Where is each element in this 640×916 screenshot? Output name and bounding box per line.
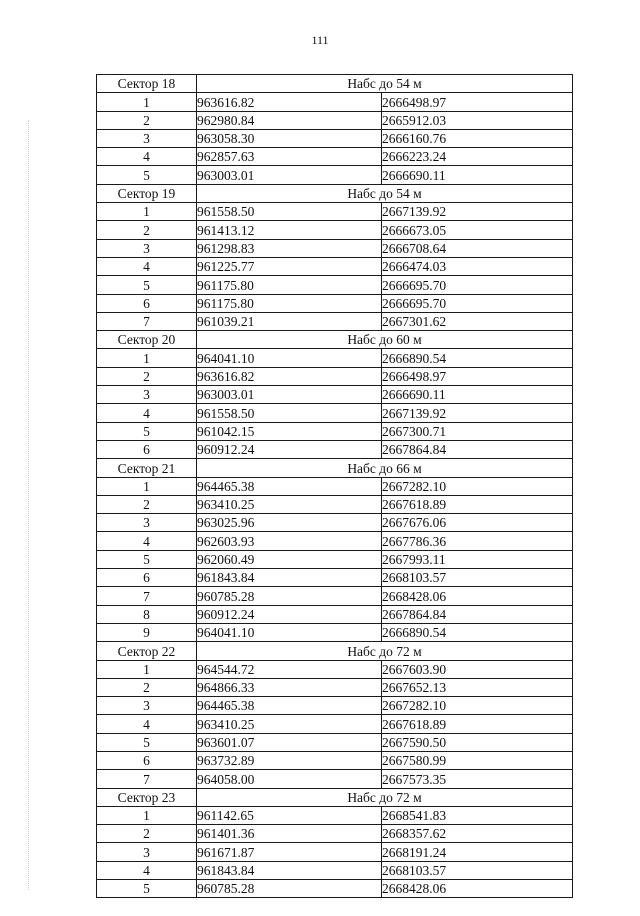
table-row — [97, 569, 573, 587]
point-number-cell: 8 — [97, 605, 197, 623]
sector-header-row — [97, 459, 573, 477]
y-coordinate-cell: 2666690.11 — [382, 386, 573, 404]
table-row — [97, 587, 573, 605]
table-row — [97, 623, 573, 641]
table-row — [97, 532, 573, 550]
sector-height-limit: Набс до 54 м — [197, 75, 573, 93]
x-coordinate-cell: 963616.82 — [197, 93, 382, 111]
y-coordinate-cell: 2666695.70 — [382, 294, 573, 312]
table-row — [97, 605, 573, 623]
y-coordinate-cell: 2667580.99 — [382, 751, 573, 769]
x-coordinate-cell: 962980.84 — [197, 111, 382, 129]
table-row — [97, 148, 573, 166]
x-coordinate-cell: 964041.10 — [197, 623, 382, 641]
point-number-cell: 4 — [97, 532, 197, 550]
x-coordinate-cell: 961039.21 — [197, 312, 382, 330]
table-row — [97, 514, 573, 532]
table-row — [97, 239, 573, 257]
x-coordinate-cell: 964544.72 — [197, 660, 382, 678]
y-coordinate-cell: 2666474.03 — [382, 257, 573, 275]
point-number-cell: 4 — [97, 861, 197, 879]
point-number-cell: 6 — [97, 294, 197, 312]
point-number-cell: 2 — [97, 825, 197, 843]
page-number: 111 — [311, 33, 329, 47]
sector-label: Сектор 22 — [97, 642, 197, 660]
x-coordinate-cell: 961175.80 — [197, 276, 382, 294]
x-coordinate-cell: 960785.28 — [197, 587, 382, 605]
x-coordinate-cell: 963025.96 — [197, 514, 382, 532]
x-coordinate-cell: 964465.38 — [197, 697, 382, 715]
table-row — [97, 678, 573, 696]
point-number-cell: 5 — [97, 880, 197, 898]
y-coordinate-cell: 2666498.97 — [382, 367, 573, 385]
x-coordinate-cell: 960912.24 — [197, 440, 382, 458]
y-coordinate-cell: 2666708.64 — [382, 239, 573, 257]
y-coordinate-cell: 2666223.24 — [382, 148, 573, 166]
table-row — [97, 751, 573, 769]
y-coordinate-cell: 2668428.06 — [382, 587, 573, 605]
x-coordinate-cell: 961843.84 — [197, 569, 382, 587]
sector-height-limit: Набс до 54 м — [197, 184, 573, 202]
point-number-cell: 6 — [97, 569, 197, 587]
x-coordinate-cell: 961225.77 — [197, 257, 382, 275]
table-row — [97, 495, 573, 513]
sector-header-row — [97, 788, 573, 806]
table-row — [97, 422, 573, 440]
table-row — [97, 386, 573, 404]
x-coordinate-cell: 961671.87 — [197, 843, 382, 861]
point-number-cell: 4 — [97, 715, 197, 733]
y-coordinate-cell: 2667864.84 — [382, 440, 573, 458]
y-coordinate-cell: 2667652.13 — [382, 678, 573, 696]
x-coordinate-cell: 961401.36 — [197, 825, 382, 843]
point-number-cell: 3 — [97, 239, 197, 257]
point-number-cell: 3 — [97, 386, 197, 404]
sector-label: Сектор 20 — [97, 331, 197, 349]
point-number-cell: 5 — [97, 733, 197, 751]
table-row — [97, 550, 573, 568]
point-number-cell: 4 — [97, 257, 197, 275]
point-number-cell: 1 — [97, 806, 197, 824]
table-row — [97, 93, 573, 111]
y-coordinate-cell: 2667139.92 — [382, 404, 573, 422]
point-number-cell: 5 — [97, 422, 197, 440]
point-number-cell: 1 — [97, 349, 197, 367]
point-number-cell: 3 — [97, 129, 197, 147]
y-coordinate-cell: 2668191.24 — [382, 843, 573, 861]
x-coordinate-cell: 964058.00 — [197, 770, 382, 788]
table-row — [97, 660, 573, 678]
point-number-cell: 1 — [97, 660, 197, 678]
y-coordinate-cell: 2667300.71 — [382, 422, 573, 440]
y-coordinate-cell: 2667676.06 — [382, 514, 573, 532]
x-coordinate-cell: 963003.01 — [197, 166, 382, 184]
coordinates-table — [96, 74, 573, 898]
point-number-cell: 5 — [97, 276, 197, 294]
table-row — [97, 825, 573, 843]
point-number-cell: 4 — [97, 148, 197, 166]
y-coordinate-cell: 2667282.10 — [382, 697, 573, 715]
x-coordinate-cell: 961558.50 — [197, 203, 382, 221]
y-coordinate-cell: 2667618.89 — [382, 495, 573, 513]
y-coordinate-cell: 2668103.57 — [382, 861, 573, 879]
table-row — [97, 770, 573, 788]
table-row — [97, 880, 573, 898]
point-number-cell: 6 — [97, 440, 197, 458]
table-row — [97, 129, 573, 147]
point-number-cell: 1 — [97, 477, 197, 495]
x-coordinate-cell: 963058.30 — [197, 129, 382, 147]
x-coordinate-cell: 963601.07 — [197, 733, 382, 751]
scan-margin-line — [28, 120, 29, 890]
point-number-cell: 7 — [97, 587, 197, 605]
table-row — [97, 312, 573, 330]
x-coordinate-cell: 964465.38 — [197, 477, 382, 495]
x-coordinate-cell: 963410.25 — [197, 715, 382, 733]
point-number-cell: 5 — [97, 550, 197, 568]
sector-header-row — [97, 184, 573, 202]
sector-label: Сектор 18 — [97, 75, 197, 93]
sector-height-limit: Набс до 60 м — [197, 331, 573, 349]
point-number-cell: 3 — [97, 514, 197, 532]
sector-height-limit: Набс до 72 м — [197, 788, 573, 806]
x-coordinate-cell: 964041.10 — [197, 349, 382, 367]
y-coordinate-cell: 2668541.83 — [382, 806, 573, 824]
y-coordinate-cell: 2666673.05 — [382, 221, 573, 239]
sector-header-row — [97, 642, 573, 660]
point-number-cell: 7 — [97, 312, 197, 330]
point-number-cell: 2 — [97, 221, 197, 239]
table-row — [97, 257, 573, 275]
point-number-cell: 5 — [97, 166, 197, 184]
table-row — [97, 294, 573, 312]
table-row — [97, 861, 573, 879]
x-coordinate-cell: 961175.80 — [197, 294, 382, 312]
point-number-cell: 4 — [97, 404, 197, 422]
point-number-cell: 2 — [97, 111, 197, 129]
x-coordinate-cell: 962060.49 — [197, 550, 382, 568]
table-row — [97, 440, 573, 458]
y-coordinate-cell: 2667282.10 — [382, 477, 573, 495]
table-row — [97, 203, 573, 221]
point-number-cell: 2 — [97, 678, 197, 696]
y-coordinate-cell: 2666890.54 — [382, 349, 573, 367]
y-coordinate-cell: 2668103.57 — [382, 569, 573, 587]
table-row — [97, 349, 573, 367]
table-row — [97, 697, 573, 715]
point-number-cell: 6 — [97, 751, 197, 769]
x-coordinate-cell: 963003.01 — [197, 386, 382, 404]
table-row — [97, 111, 573, 129]
x-coordinate-cell: 962603.93 — [197, 532, 382, 550]
y-coordinate-cell: 2667139.92 — [382, 203, 573, 221]
x-coordinate-cell: 961843.84 — [197, 861, 382, 879]
point-number-cell: 7 — [97, 770, 197, 788]
y-coordinate-cell: 2667301.62 — [382, 312, 573, 330]
table-row — [97, 733, 573, 751]
x-coordinate-cell: 960912.24 — [197, 605, 382, 623]
y-coordinate-cell: 2666695.70 — [382, 276, 573, 294]
y-coordinate-cell: 2667993.11 — [382, 550, 573, 568]
sector-label: Сектор 23 — [97, 788, 197, 806]
x-coordinate-cell: 961558.50 — [197, 404, 382, 422]
point-number-cell: 1 — [97, 93, 197, 111]
x-coordinate-cell: 961298.83 — [197, 239, 382, 257]
point-number-cell: 3 — [97, 843, 197, 861]
sector-height-limit: Набс до 66 м — [197, 459, 573, 477]
x-coordinate-cell: 961142.65 — [197, 806, 382, 824]
table-row — [97, 367, 573, 385]
sector-label: Сектор 19 — [97, 184, 197, 202]
sector-height-limit: Набс до 72 м — [197, 642, 573, 660]
y-coordinate-cell: 2665912.03 — [382, 111, 573, 129]
y-coordinate-cell: 2666498.97 — [382, 93, 573, 111]
y-coordinate-cell: 2667590.50 — [382, 733, 573, 751]
point-number-cell: 2 — [97, 495, 197, 513]
y-coordinate-cell: 2667618.89 — [382, 715, 573, 733]
x-coordinate-cell: 961413.12 — [197, 221, 382, 239]
point-number-cell: 1 — [97, 203, 197, 221]
table-row — [97, 715, 573, 733]
sector-header-row — [97, 75, 573, 93]
point-number-cell: 9 — [97, 623, 197, 641]
table-row — [97, 806, 573, 824]
y-coordinate-cell: 2668357.62 — [382, 825, 573, 843]
y-coordinate-cell: 2667786.36 — [382, 532, 573, 550]
y-coordinate-cell: 2666890.54 — [382, 623, 573, 641]
point-number-cell: 3 — [97, 697, 197, 715]
table-row — [97, 166, 573, 184]
point-number-cell: 2 — [97, 367, 197, 385]
table-row — [97, 221, 573, 239]
y-coordinate-cell: 2666160.76 — [382, 129, 573, 147]
coordinates-table-body — [97, 75, 573, 898]
y-coordinate-cell: 2667573.35 — [382, 770, 573, 788]
y-coordinate-cell: 2667603.90 — [382, 660, 573, 678]
y-coordinate-cell: 2667864.84 — [382, 605, 573, 623]
sector-header-row — [97, 331, 573, 349]
table-row — [97, 843, 573, 861]
x-coordinate-cell: 963410.25 — [197, 495, 382, 513]
x-coordinate-cell: 960785.28 — [197, 880, 382, 898]
x-coordinate-cell: 964866.33 — [197, 678, 382, 696]
table-row — [97, 276, 573, 294]
y-coordinate-cell: 2668428.06 — [382, 880, 573, 898]
table-row — [97, 477, 573, 495]
x-coordinate-cell: 961042.15 — [197, 422, 382, 440]
table-row — [97, 404, 573, 422]
x-coordinate-cell: 962857.63 — [197, 148, 382, 166]
y-coordinate-cell: 2666690.11 — [382, 166, 573, 184]
x-coordinate-cell: 963616.82 — [197, 367, 382, 385]
sector-label: Сектор 21 — [97, 459, 197, 477]
x-coordinate-cell: 963732.89 — [197, 751, 382, 769]
